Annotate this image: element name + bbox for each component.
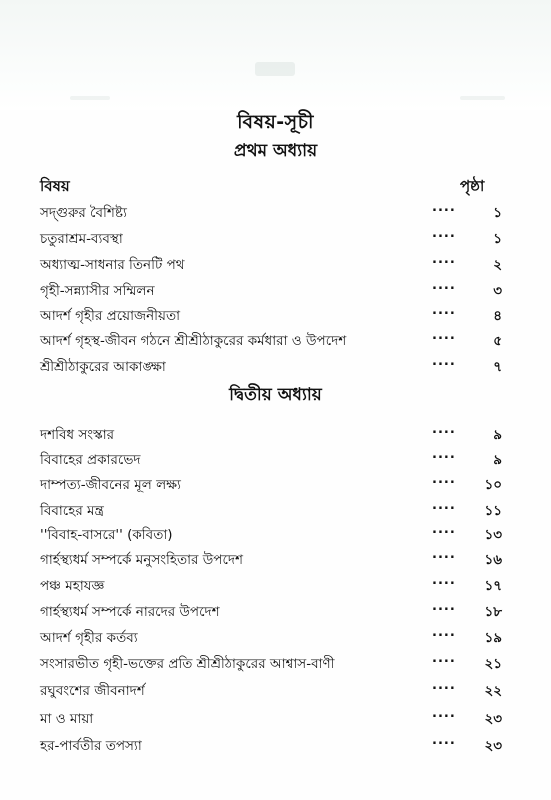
- toc-page-number: ৭: [493, 359, 502, 375]
- toc-leader-dots: ....: [432, 472, 456, 487]
- chapter-1-heading: প্রথম অধ্যায়: [233, 141, 318, 161]
- toc-topic: দাম্পত্য-জীবনের মূল লক্ষ্য: [40, 477, 181, 493]
- toc-row: [40, 627, 502, 649]
- toc-page-number: ১৯: [484, 630, 502, 646]
- toc-topic: বিবাহের প্রকারভেদ: [40, 452, 141, 468]
- toc-row: [40, 549, 502, 571]
- toc-row: [40, 228, 502, 250]
- toc-row: [40, 735, 502, 757]
- bleed-through-area: [0, 0, 551, 110]
- toc-row: [40, 474, 502, 496]
- column-header-page: পৃষ্ঠা: [460, 177, 485, 195]
- toc-page-number: ১৮: [484, 604, 502, 620]
- toc-page-number: ৩: [493, 283, 502, 299]
- toc-topic: বিবাহের মন্ত্র: [40, 503, 104, 519]
- toc-row: [40, 500, 502, 522]
- bleed-through-mark: [255, 62, 295, 76]
- toc-page-number: ১: [493, 205, 502, 221]
- toc-row: [40, 254, 502, 276]
- toc-leader-dots: ....: [432, 678, 456, 693]
- bleed-through-line: [70, 96, 110, 100]
- toc-row: [40, 575, 502, 597]
- toc-row: [40, 708, 502, 730]
- toc-page-number: ২: [493, 257, 502, 273]
- toc-row: [40, 330, 502, 352]
- toc-leader-dots: ....: [432, 200, 456, 215]
- toc-leader-dots: ....: [432, 354, 456, 369]
- toc-leader-dots: ....: [432, 733, 456, 748]
- toc-leader-dots: ....: [432, 625, 456, 640]
- toc-leader-dots: ....: [432, 651, 456, 666]
- column-header-topic: বিষয়: [40, 177, 70, 195]
- toc-row: [40, 424, 502, 446]
- toc-topic: দশবিধ সংস্কার: [40, 427, 115, 443]
- toc-topic: ''বিবাহ-বাসরে'' (কবিতা): [40, 527, 173, 543]
- toc-topic: আদর্শ গৃহস্থ-জীবন গঠনে শ্রীশ্রীঠাকুরের কর্মধারা ও উপদেশ: [40, 333, 347, 349]
- toc-topic: হর-পার্বতীর তপস্যা: [40, 738, 142, 754]
- toc-row: [40, 280, 502, 302]
- toc-page-number: ২১: [484, 656, 502, 672]
- toc-row: [40, 601, 502, 623]
- toc-row: [40, 305, 502, 327]
- toc-leader-dots: ....: [432, 522, 456, 537]
- chapter-2-heading: দ্বিতীয় অধ্যায়: [229, 385, 322, 405]
- toc-leader-dots: ....: [432, 498, 456, 513]
- toc-leader-dots: ....: [432, 278, 456, 293]
- toc-page-number: ১৬: [484, 552, 502, 568]
- toc-topic: গার্হস্থ্যধর্ম সম্পর্কে নারদের উপদেশ: [40, 604, 220, 620]
- toc-row: [40, 202, 502, 224]
- toc-page-number: ২২: [484, 683, 502, 699]
- toc-row: [40, 449, 502, 471]
- toc-row: [40, 653, 502, 675]
- toc-page-number: ১: [493, 231, 502, 247]
- toc-topic: মা ও মায়া: [40, 711, 94, 727]
- toc-leader-dots: ....: [432, 547, 456, 562]
- toc-page-number: ১১: [484, 503, 502, 519]
- toc-leader-dots: ....: [432, 226, 456, 241]
- bleed-through-line: [460, 96, 505, 100]
- toc-leader-dots: ....: [432, 328, 456, 343]
- toc-topic: অধ্যাত্ম-সাধনার তিনটি পথ: [40, 257, 185, 273]
- toc-leader-dots: ....: [432, 303, 456, 318]
- toc-row: [40, 524, 502, 546]
- toc-topic: চতুরাশ্রম-ব্যবস্থা: [40, 231, 123, 247]
- toc-page-number: ২৩: [484, 711, 502, 727]
- toc-page-number: ১০: [484, 477, 502, 493]
- toc-row: [40, 680, 502, 702]
- toc-topic: আদর্শ গৃহীর প্রয়োজনীয়তা: [40, 308, 181, 324]
- toc-topic: শ্রীশ্রীঠাকুরের আকাঙ্ক্ষা: [40, 359, 166, 375]
- toc-page-number: ১৩: [484, 527, 502, 543]
- page-title: বিষয়-সূচী: [237, 111, 314, 133]
- toc-page-number: ৯: [493, 452, 502, 468]
- toc-page-number: ১৭: [484, 578, 502, 594]
- toc-page-number: ৪: [493, 308, 502, 324]
- toc-page-number: ২৩: [484, 738, 502, 754]
- toc-page-number: ৫: [493, 333, 502, 349]
- toc-topic: সংসারভীত গৃহী-ভক্তের প্রতি শ্রীশ্রীঠাকুরের আশ্বাস-বাণী: [40, 656, 335, 672]
- toc-leader-dots: ....: [432, 599, 456, 614]
- toc-topic: গৃহী-সন্ন্যাসীর সম্মিলন: [40, 283, 155, 299]
- toc-leader-dots: ....: [432, 706, 456, 721]
- toc-page-number: ৯: [493, 427, 502, 443]
- toc-leader-dots: ....: [432, 447, 456, 462]
- toc-topic: পঞ্চ মহাযজ্ঞ: [40, 578, 105, 594]
- toc-topic: রঘুবংশের জীবনাদর্শ: [40, 683, 145, 699]
- toc-topic: সদ্‌গুরুর বৈশিষ্ট্য: [40, 205, 127, 221]
- toc-topic: গার্হস্থ্যধর্ম সম্পর্কে মনুসংহিতার উপদেশ: [40, 552, 243, 568]
- toc-leader-dots: ....: [432, 422, 456, 437]
- toc-row: [40, 356, 502, 378]
- toc-leader-dots: ....: [432, 573, 456, 588]
- toc-leader-dots: ....: [432, 252, 456, 267]
- toc-topic: আদর্শ গৃহীর কর্তব্য: [40, 630, 138, 646]
